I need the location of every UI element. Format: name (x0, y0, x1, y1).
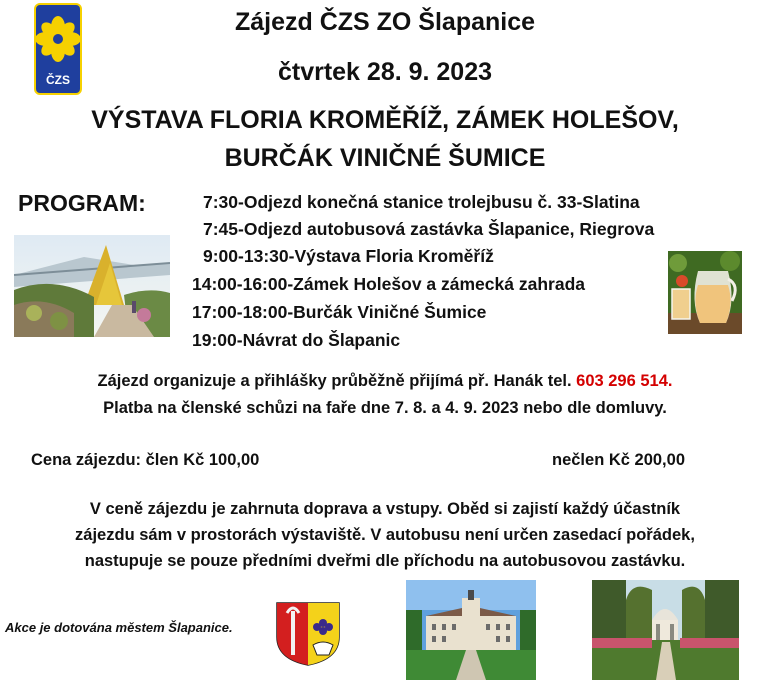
program-item: 7:30-Odjezd konečná stanice trolejbusu č. 33-Slatina (203, 192, 640, 212)
palace-photo (406, 580, 536, 680)
gazebo-garden-photo (592, 580, 739, 680)
trip-headline-2: BURČÁK VINIČNÉ ŠUMICE (224, 144, 546, 172)
trip-headline-1: VÝSTAVA FLORIA KROMĚŘÍŽ, ZÁMEK HOLEŠOV, (91, 106, 679, 134)
info-line: V ceně zájezdu je zahrnuta doprava a vstupy. Oběd si zajistí každý účastník (89, 500, 681, 518)
program-item: 7:45-Odjezd autobusová zastávka Šlapanice, Riegrova (203, 219, 655, 239)
logo-text: ČZS (46, 73, 70, 87)
member-price: Cena zájezdu: člen Kč 100,00 (31, 451, 260, 469)
program-item: 17:00-18:00-Burčák Viničné Šumice (192, 302, 487, 322)
burcak-photo (668, 251, 742, 334)
sponsor-note: Akce je dotována městem Šlapanice. (5, 620, 233, 635)
nonmember-price: nečlen Kč 200,00 (552, 451, 685, 469)
program-label: PROGRAM: (18, 190, 146, 216)
organizer-text: Zájezd organizuje a přihlášky průběžně přijímá př. Hanák tel. (97, 372, 572, 390)
program-item: 19:00-Návrat do Šlapanic (192, 330, 401, 350)
trip-title: Zájezd ČZS ZO Šlapanice (234, 8, 536, 36)
organizer-line (0, 372, 770, 391)
info-line: zájezdu sám v prostorách výstaviště. V autobusu není určen zasedací pořádek, (75, 526, 695, 544)
payment-line: Platba na členské schůzi na faře dne 7. 8. a 4. 9. 2023 nebo dle domluvy. (103, 399, 667, 417)
garden-photo (14, 235, 170, 337)
info-line: nastupuje se pouze předními dveřmi dle příchodu na autobusovou zastávku. (84, 552, 686, 570)
trip-date: čtvrtek 28. 9. 2023 (277, 58, 493, 86)
program-item: 9:00-13:30-Výstava Floria Kroměříž (203, 246, 494, 266)
program-item: 14:00-16:00-Zámek Holešov a zámecká zahrada (192, 274, 585, 294)
phone-number: 603 296 514. (576, 372, 673, 390)
town-crest-icon (273, 599, 343, 667)
